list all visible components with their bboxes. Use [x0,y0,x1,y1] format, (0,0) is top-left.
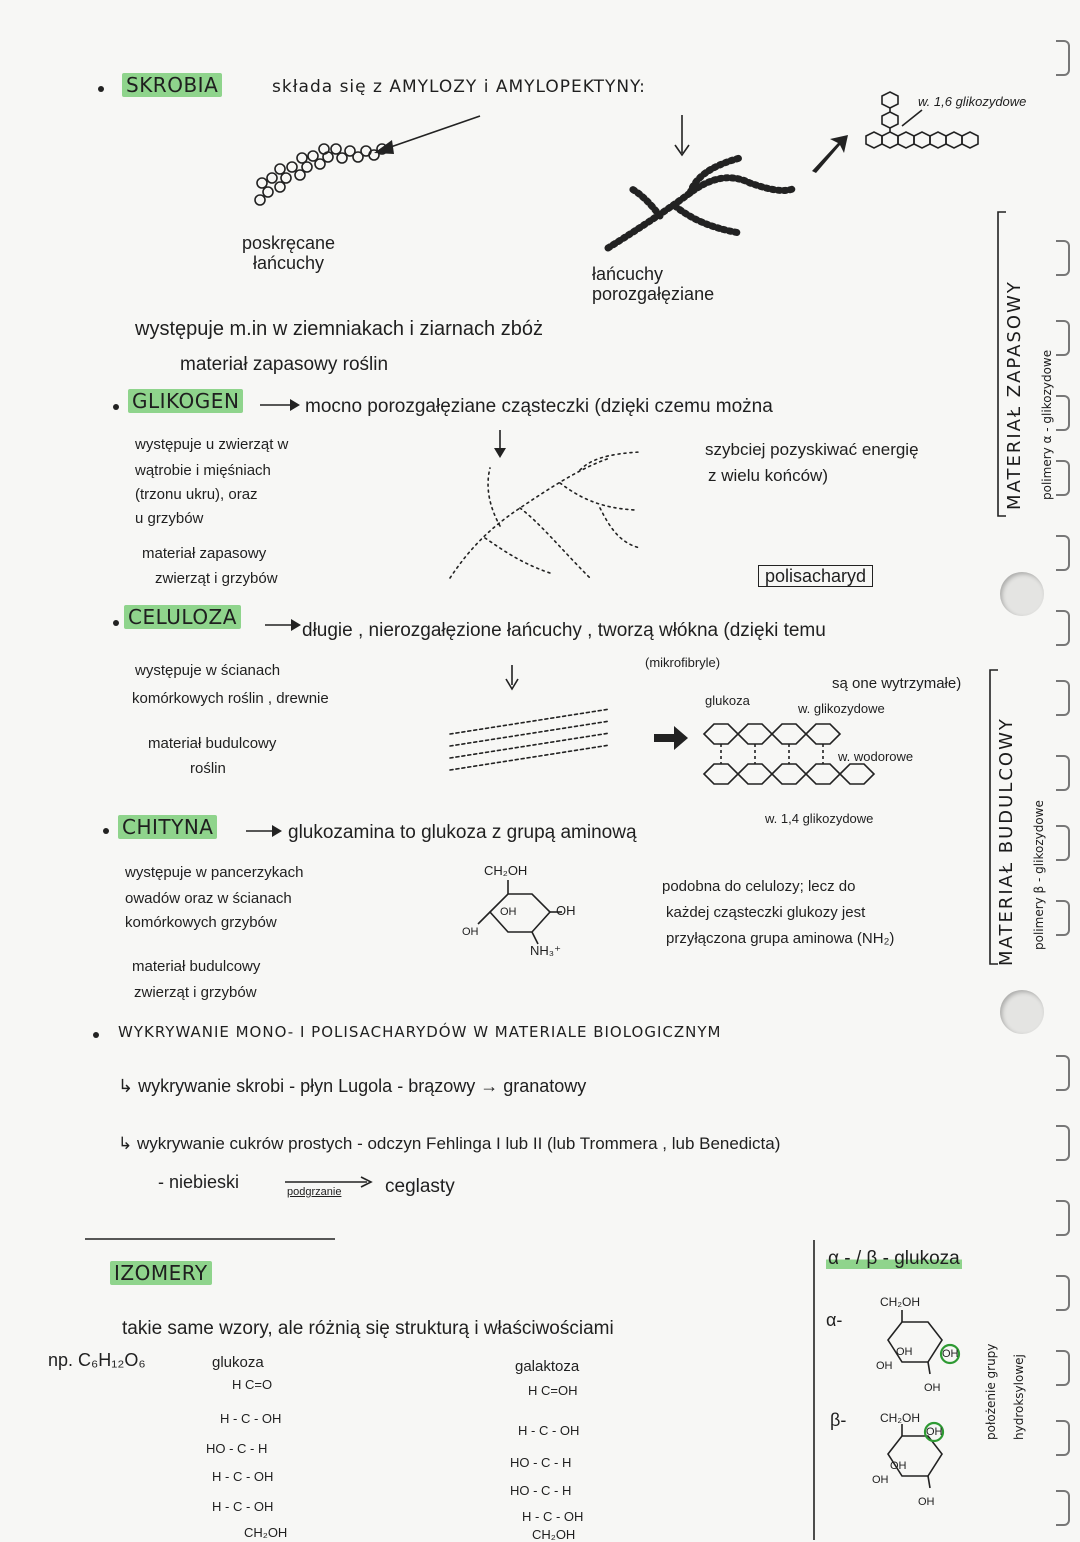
binder-ring [1056,1125,1070,1161]
glukoza-formula-6: CH₂OH [244,1525,288,1540]
chityna-wystepuje-1: występuje w pancerzykach [125,864,304,881]
glikogen-funkcja-1: materiał zapasowy [142,545,267,562]
izomery-desc: takie same wzory, ale różnią się strukturą i właściwościami [122,1318,614,1339]
binder-ring [1056,240,1070,276]
chityna-funkcja-2: zwierząt i grzybów [134,984,257,1001]
celuloza-mikro: (mikrofibryle) [645,655,721,670]
glikogen-desc2: szybciej pozyskiwać energię [705,440,919,459]
celuloza-wystepuje-2: komórkowych roślin , drewnie [132,690,329,707]
binder-ring [1056,680,1070,716]
binder-ring [1056,460,1070,496]
arrow-to-structure [810,135,850,175]
formula-oh-left: OH [462,926,479,938]
celuloza-funkcja-2: roślin [190,760,226,777]
glucosamine-ring [470,880,570,950]
glikogen-wystepuje-2: wątrobie i mięśniach [135,462,271,479]
galaktoza-formula-5: H - C - OH [522,1509,584,1524]
skrobia-funkcja: materiał zapasowy roślin [180,354,389,375]
chityna-funkcja-1: materiał budulcowy [132,958,261,975]
skrobia-intro: składa się z AMYLOZY i AMYLOPEKTYNY: [272,77,646,97]
section-title-glikogen: GLIKOGEN [128,389,243,413]
glukoza-formula-4: H - C - OH [212,1469,274,1484]
side-label-zapasowy-sub: polimery α - glikozydowe [1040,349,1054,500]
glukoza-formula-1: H C=O [232,1377,273,1392]
side-label-budulcowy-sub: polimery β - glikozydowe [1032,800,1046,950]
binder-ring [1056,755,1070,791]
galaktoza-formula-6: CH₂OH [532,1527,576,1542]
ab-side-1: położenie grupy [984,1343,998,1440]
glikogen-funkcja-2: zwierząt i grzybów [155,570,278,587]
binder-ring [1056,825,1070,861]
beta-label: β- [830,1410,847,1430]
galaktoza-formula-2: H - C - OH [518,1423,580,1438]
binder-ring [1056,610,1070,646]
glukoza-formula-5: H - C - OH [212,1499,274,1514]
glikogen-wystepuje-1: występuje u zwierząt w [135,436,289,453]
binder-ring [1056,1055,1070,1091]
bullet [113,404,119,410]
binder-ring [1056,40,1070,76]
chityna-podobna-2: każdej cząsteczki glukozy jest [666,904,866,921]
celuloza-funkcja-1: materiał budulcowy [148,735,277,752]
alfa-label: α- [826,1310,843,1330]
label-w-glikozydowe: w. glikozydowe [798,701,885,716]
beta-oh-3: OH [872,1474,889,1486]
section-title-chityna: CHITYNA [118,815,217,839]
chityna-desc: glukozamina to glukoza z grupą aminową [288,822,637,843]
galaktoza-formula-1: H C=OH [528,1383,578,1398]
alfa-beta-title: α - / β - glukoza [828,1248,960,1269]
bullet [98,86,104,92]
arrow-to-cellulose-structure [654,726,690,750]
binder-ring [1056,1350,1070,1386]
section-title-izomery: IZOMERY [110,1261,212,1285]
galaktoza-formula-3: HO - C - H [510,1455,572,1470]
izomery-np: np. C₆H₁₂O₆ [48,1350,146,1370]
wykrywanie-line3a: - niebieski [158,1172,240,1192]
vertical-divider [812,1240,816,1540]
beta-oh-4: OH [918,1496,935,1508]
glukoza-formula-3: HO - C - H [206,1441,268,1456]
binder-ring [1056,1200,1070,1236]
alfa-oh-2: OH [876,1360,893,1372]
polisacharyd-label: polisacharyd [758,565,873,587]
binder-ring [1056,320,1070,356]
arrow-celuloza [265,618,301,632]
arrow-to-amylose [370,110,490,160]
skrobia-wystepuje: występuje m.in w ziemniakach i ziarnach zbóż [135,318,543,340]
beta-ch2oh: CH₂OH [880,1411,920,1425]
label-w-14-glikozydowe: w. 1,4 glikozydowe [765,811,874,826]
binder-ring [1056,900,1070,936]
chityna-wystepuje-2: owadów oraz w ścianach [125,890,292,907]
branch-hexagons [862,90,992,160]
chityna-podobna-1: podobna do celulozy; lecz do [662,878,856,895]
binder-ring [1056,535,1070,571]
skrobia-wiazania-label: w. 1,6 glikozydowe [918,94,1027,109]
alfa-oh-3: OH [942,1348,959,1360]
amylopektyna-label: łańcuchy porozgałęziane [592,264,715,304]
glikogen-wystepuje-3: (trzonu ukru), oraz [135,486,258,503]
side-label-zapasowy: MATERIAŁ ZAPASOWY [1004,280,1025,510]
bullet [103,828,109,834]
galaktoza-formula-4: HO - C - H [510,1483,572,1498]
binder-ring [1056,395,1070,431]
label-w-wodorowe: w. wodorowe [838,749,914,764]
wykrywanie-line1: ↳ wykrywanie skrobi - płyn Lugola - brązowy → granatowy [118,1076,587,1096]
formula-ch2oh: CH₂OH [484,863,528,878]
formula-oh-right: OH [556,903,576,918]
binder-ring [1056,1275,1070,1311]
side-label-budulcowy: MATERIAŁ BUDULCOWY [996,717,1017,966]
beta-glucose-ring [872,1424,962,1504]
wykrywanie-line3b: ceglasty [385,1176,455,1197]
formula-nh3: NH₃⁺ [530,943,561,958]
arrow-glikogen [260,398,300,412]
glukoza-label: glukoza [212,1354,264,1371]
arrow-chityna [246,824,282,838]
bullet [93,1032,99,1038]
beta-oh-2: OH [890,1460,907,1472]
wykrywanie-podgrzanie: podgrzanie [287,1186,342,1198]
celuloza-wystepuje-1: występuje w ścianach [135,662,281,679]
wykrywanie-line2: ↳ wykrywanie cukrów prostych - odczyn Fehlinga I lub II (lub Trommera , lub Benedicta) [118,1134,781,1153]
alfa-oh-1: OH [896,1346,913,1358]
arrow-podgrzanie [285,1176,375,1188]
section-title-celuloza: CELULOZA [124,605,241,629]
chityna-wystepuje-3: komórkowych grzybów [125,914,277,931]
alfa-ch2oh: CH₂OH [880,1295,920,1309]
galaktoza-label: galaktoza [515,1358,580,1375]
binder-ring [1056,1420,1070,1456]
formula-oh-inner: OH [500,906,517,918]
arrow-down-celuloza [502,665,522,695]
celuloza-desc: długie , nierozgałęzione łańcuchy , tworzą włókna (dzięki temu [302,620,826,641]
binder-ring [1056,1490,1070,1526]
binder-hole [1000,990,1044,1034]
celuloza-desc2: są one wytrzymałe) [832,675,962,692]
polisacharyd-box [758,566,873,587]
glikogen-desc3: z wielu końców) [708,466,828,485]
glikogen-wystepuje-4: u grzybów [135,510,204,527]
beta-oh-1: OH [926,1426,943,1438]
cellulose-fibers-diagram [445,700,615,780]
glycogen-diagram [440,448,660,588]
ab-side-2: hydroksylowej [1012,1354,1026,1440]
amylopectin-diagram [600,148,800,258]
chityna-podobna-3: przyłączona grupa aminowa (NH₂) [666,930,895,947]
binder-hole [1000,572,1044,616]
glukoza-formula-2: H - C - OH [220,1411,282,1426]
alfa-oh-4: OH [924,1382,941,1394]
glikogen-desc: mocno porozgałęziane cząsteczki (dzięki czemu można [305,396,773,417]
amyloza-label: poskręcane łańcuchy [242,233,336,273]
section-title-skrobia: SKROBIA [122,73,222,97]
wykrywanie-title: WYKRYWANIE MONO- I POLISACHARYDÓW W MATERIALE BIOLOGICZNYM [118,1023,722,1041]
label-glukoza: glukoza [705,693,750,708]
divider-line [85,1237,345,1241]
bullet [113,620,119,626]
